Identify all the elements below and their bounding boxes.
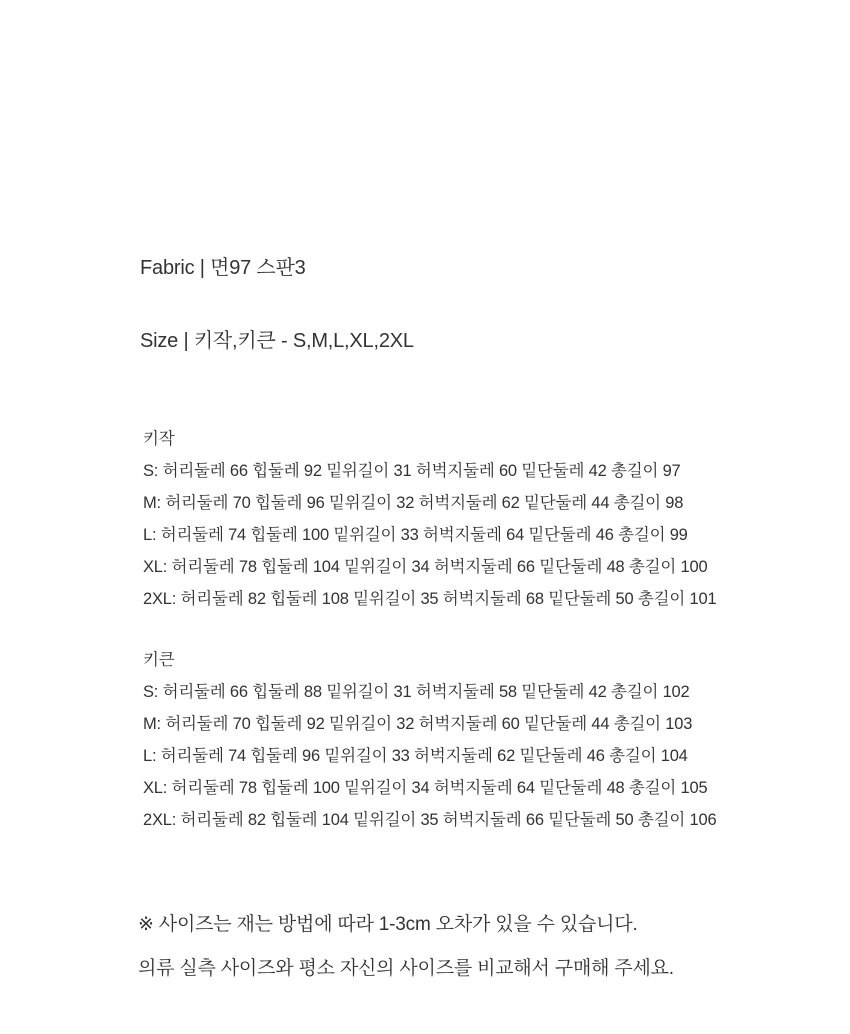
size-row-tall-xl: XL: 허리둘레 78 힙둘레 100 밑위길이 34 허벅지둘레 64 밑단둘레 48 총길이 105 [143, 779, 708, 797]
fabric-info-line: Fabric | 면97 스판3 [140, 257, 306, 279]
size-section-short [143, 423, 716, 615]
size-note-tolerance: ※ 사이즈는 재는 방법에 따라 1-3cm 오차가 있을 수 있습니다. [138, 914, 638, 935]
size-note-compare: 의류 실측 사이즈와 평소 자신의 사이즈를 비교해서 구매해 주세요. [138, 958, 674, 979]
size-row-tall-m: M: 허리둘레 70 힙둘레 92 밑위길이 32 허벅지둘레 60 밑단둘레 44 총길이 103 [143, 715, 693, 733]
size-row-tall-2xl: 2XL: 허리둘레 82 힙둘레 104 밑위길이 35 허벅지둘레 66 밑단둘레 50 총길이 106 [143, 811, 717, 829]
size-row-tall-s: S: 허리둘레 66 힙둘레 88 밑위길이 31 허벅지둘레 58 밑단둘레 42 총길이 102 [143, 683, 690, 701]
size-info-line: Size | 키작,키큰 - S,M,L,XL,2XL [140, 330, 414, 352]
size-row-short-2xl: 2XL: 허리둘레 82 힙둘레 108 밑위길이 35 허벅지둘레 68 밑단둘레 50 총길이 101 [143, 590, 717, 608]
size-section-tall [143, 644, 716, 836]
size-row-short-m: M: 허리둘레 70 힙둘레 96 밑위길이 32 허벅지둘레 62 밑단둘레 44 총길이 98 [143, 494, 684, 512]
size-notes [138, 903, 674, 991]
size-row-tall-l: L: 허리둘레 74 힙둘레 96 밑위길이 33 허벅지둘레 62 밑단둘레 46 총길이 104 [143, 747, 688, 765]
size-row-short-xl: XL: 허리둘레 78 힙둘레 104 밑위길이 34 허벅지둘레 66 밑단둘레 48 총길이 100 [143, 558, 708, 576]
size-section-tall-title: 키큰 [143, 651, 175, 669]
size-section-short-title: 키작 [143, 430, 175, 448]
size-row-short-l: L: 허리둘레 74 힙둘레 100 밑위길이 33 허벅지둘레 64 밑단둘레 46 총길이 99 [143, 526, 688, 544]
size-row-short-s: S: 허리둘레 66 힙둘레 92 밑위길이 31 허벅지둘레 60 밑단둘레 42 총길이 97 [143, 462, 681, 480]
